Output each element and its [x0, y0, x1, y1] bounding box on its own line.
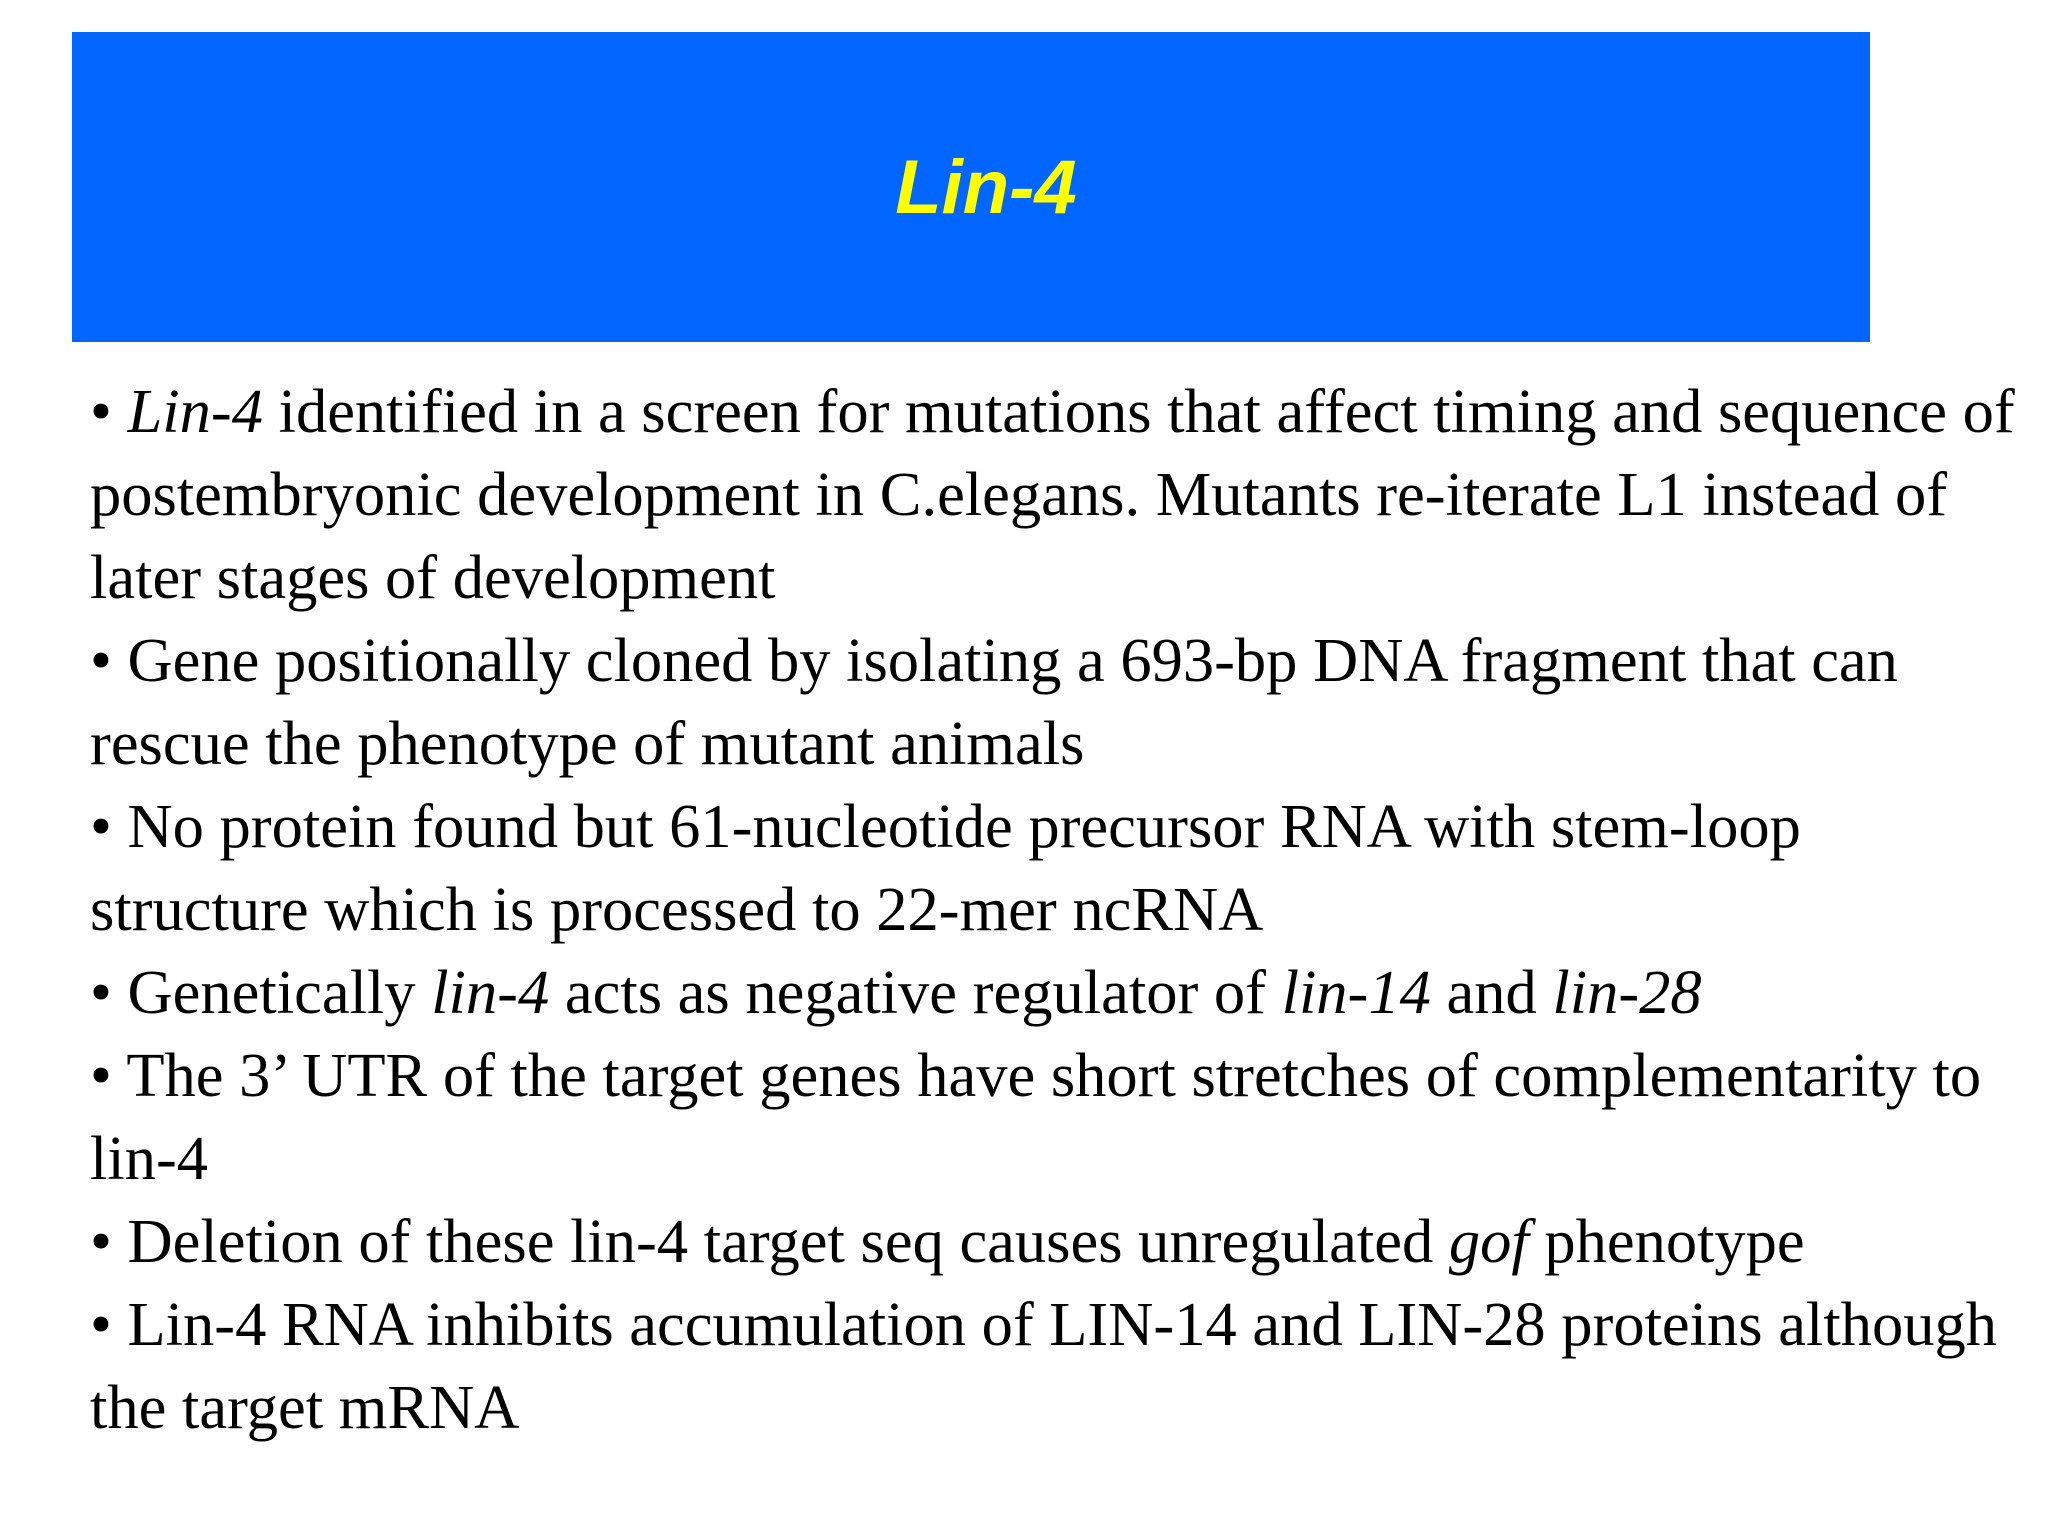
bullet-5-part-1: • The 3’ UTR of the target genes have short stretches of complementarity to lin-4 — [90, 1040, 1982, 1193]
bullet-7-part-1: • Lin-4 RNA inhibits accumulation of LIN-14 and LIN-28 proteins although the target mRNA — [90, 1289, 1997, 1442]
bullet-item-7 — [90, 1283, 2020, 1449]
bullet-4-part-5: and — [1430, 957, 1553, 1027]
bullet-6-part-1: • Deletion of these lin-4 target seq causes unregulated — [90, 1206, 1449, 1276]
bullet-item-2 — [90, 619, 2020, 785]
bullet-item-6 — [90, 1200, 2020, 1283]
bullet-3-part-1: • No protein found but 61-nucleotide precursor RNA with stem-loop structure which is processed to 22-mer ncRNA — [90, 791, 1801, 944]
bullet-item-1 — [90, 370, 2020, 619]
bullet-6-part-2: gof — [1448, 1206, 1529, 1276]
bullet-4-part-6: lin-28 — [1552, 957, 1702, 1027]
bullet-1-part-3: identified in a screen for mutations that affect timing and sequence of postembryonic development in C.elegans. Mutants re-iterate L1 instead of later stages of development — [90, 376, 2015, 612]
bullet-list — [90, 370, 2020, 1449]
bullet-1-part-1: • — [90, 376, 128, 446]
bullet-4-part-3: acts as negative regulator of — [549, 957, 1282, 1027]
bullet-item-3 — [90, 785, 2020, 951]
bullet-4-part-4: lin-14 — [1281, 957, 1431, 1027]
bullet-4-part-2: lin-4 — [431, 957, 550, 1027]
bullet-2-part-1: • Gene positionally cloned by isolating a 693-bp DNA fragment that can rescue the phenotype of mutant animals — [90, 625, 1898, 778]
bullet-6-part-3: phenotype — [1528, 1206, 1805, 1276]
bullet-4-part-1: • Genetically — [90, 957, 432, 1027]
bullet-1-part-2: Lin-4 — [127, 376, 263, 446]
bullet-item-4 — [90, 951, 2020, 1034]
slide-title: Lin-4 — [895, 144, 1077, 230]
title-bar — [72, 32, 1870, 342]
bullet-item-5 — [90, 1034, 2020, 1200]
